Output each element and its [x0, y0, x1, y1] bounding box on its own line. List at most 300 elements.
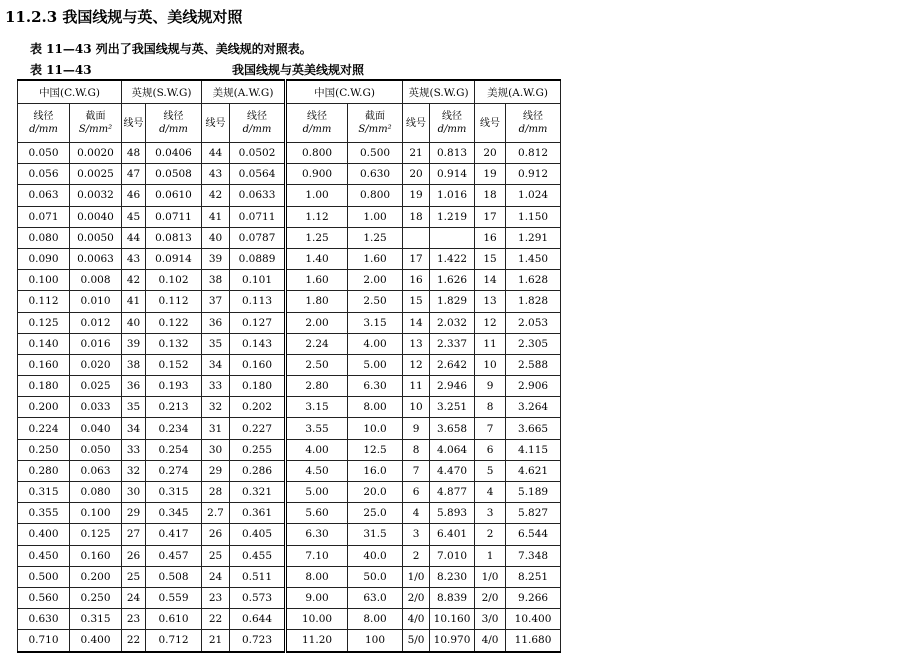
table-row — [18, 418, 561, 439]
header-section-unit: S/mm² — [78, 124, 113, 135]
header-diameter-label: 线径 — [523, 111, 544, 122]
table-cell: 4/0 — [475, 630, 506, 652]
table-cell: 1.828 — [506, 291, 561, 312]
table-cell: 0.286 — [230, 460, 286, 481]
table-cell: 8.839 — [430, 587, 475, 608]
table-cell: 0.0711 — [230, 206, 286, 227]
table-cell: 2.588 — [506, 354, 561, 375]
table-cell: 13 — [475, 291, 506, 312]
table-number: 表 11—43 — [30, 63, 92, 77]
table-cell: 0.193 — [146, 376, 202, 397]
table-cell: 4.115 — [506, 439, 561, 460]
table-cell: 3.15 — [286, 397, 348, 418]
table-cell: 0.200 — [18, 397, 70, 418]
table-row — [18, 439, 561, 460]
table-cell: 2.906 — [506, 376, 561, 397]
table-cell: 6 — [403, 482, 430, 503]
table-cell: 12 — [475, 312, 506, 333]
table-cell: 0.321 — [230, 482, 286, 503]
header-section-label: 截面 — [365, 111, 386, 122]
table-row — [18, 143, 561, 164]
table-cell: 0.813 — [430, 143, 475, 164]
table-cell: 2 — [403, 545, 430, 566]
table-cell: 34 — [202, 354, 230, 375]
table-cell: 1.80 — [286, 291, 348, 312]
header-uk: 英规(S.W.G) — [122, 80, 202, 104]
table-cell: 50.0 — [348, 566, 403, 587]
table-cell: 10.0 — [348, 418, 403, 439]
table-cell: 5.60 — [286, 503, 348, 524]
table-cell: 4.064 — [430, 439, 475, 460]
table-cell: 25.0 — [348, 503, 403, 524]
header-gauge-no: 线号 — [403, 104, 430, 143]
table-cell: 0.559 — [146, 587, 202, 608]
table-cell: 25 — [122, 566, 146, 587]
header-gauge-no: 线号 — [122, 104, 146, 143]
table-cell: 0.0502 — [230, 143, 286, 164]
table-cell: 3/0 — [475, 609, 506, 630]
table-row — [18, 164, 561, 185]
table-cell: 0.255 — [230, 439, 286, 460]
table-row — [18, 566, 561, 587]
header-section-unit: S/mm² — [358, 124, 392, 135]
table-cell: 34 — [122, 418, 146, 439]
table-cell: 37 — [202, 291, 230, 312]
table-cell: 0.254 — [146, 439, 202, 460]
header-diameter — [18, 104, 70, 143]
header-diameter-unit: d/mm — [518, 124, 548, 135]
table-cell: 0.914 — [430, 164, 475, 185]
table-cell: 38 — [122, 354, 146, 375]
table-cell: 0.112 — [146, 291, 202, 312]
table-cell: 22 — [202, 609, 230, 630]
table-cell: 20.0 — [348, 482, 403, 503]
table-cell: 36 — [122, 376, 146, 397]
table-cell: 27 — [122, 524, 146, 545]
table-cell: 0.500 — [348, 143, 403, 164]
table-row — [18, 291, 561, 312]
table-cell: 2.642 — [430, 354, 475, 375]
table-cell: 1.25 — [348, 227, 403, 248]
table-cell: 0.560 — [18, 587, 70, 608]
table-row — [18, 524, 561, 545]
table-cell: 1.024 — [506, 185, 561, 206]
table-cell: 14 — [403, 312, 430, 333]
header-gauge-no: 线号 — [475, 104, 506, 143]
table-cell: 32 — [122, 460, 146, 481]
table-cell: 1.00 — [286, 185, 348, 206]
intro-text: 表 11—43 列出了我国线规与英、美线规的对照表。 — [30, 42, 312, 56]
table-cell: 0.160 — [230, 354, 286, 375]
table-cell: 0.573 — [230, 587, 286, 608]
table-cell: 8 — [403, 439, 430, 460]
table-cell: 0.010 — [70, 291, 122, 312]
table-cell: 0.455 — [230, 545, 286, 566]
table-cell: 38 — [202, 270, 230, 291]
table-cell: 0.0020 — [70, 143, 122, 164]
table-cell: 2.305 — [506, 333, 561, 354]
table-cell: 0.125 — [18, 312, 70, 333]
table-row — [18, 312, 561, 333]
table-body — [18, 143, 561, 652]
table-cell: 40 — [122, 312, 146, 333]
table-cell: 0.0508 — [146, 164, 202, 185]
table-cell: 1.626 — [430, 270, 475, 291]
table-cell: 5.00 — [348, 354, 403, 375]
table-cell: 41 — [122, 291, 146, 312]
table-cell: 3 — [475, 503, 506, 524]
header-china: 中国(C.W.G) — [286, 80, 403, 104]
table-cell: 43 — [122, 248, 146, 269]
header-us: 美规(A.W.G) — [202, 80, 286, 104]
table-cell: 46 — [122, 185, 146, 206]
table-cell: 6.30 — [348, 376, 403, 397]
table-cell: 0.127 — [230, 312, 286, 333]
table-cell: 13 — [403, 333, 430, 354]
table-cell: 33 — [202, 376, 230, 397]
table-cell: 4 — [403, 503, 430, 524]
table-row — [18, 587, 561, 608]
table-cell: 26 — [122, 545, 146, 566]
table-cell: 0.500 — [18, 566, 70, 587]
table-cell: 0.180 — [230, 376, 286, 397]
table-cell: 0.008 — [70, 270, 122, 291]
table-cell: 0.090 — [18, 248, 70, 269]
table-cell: 3 — [403, 524, 430, 545]
table-cell: 0.0564 — [230, 164, 286, 185]
table-cell: 0.202 — [230, 397, 286, 418]
table-cell: 2.946 — [430, 376, 475, 397]
table-cell: 6.401 — [430, 524, 475, 545]
header-diameter — [230, 104, 286, 143]
table-cell: 2.00 — [348, 270, 403, 291]
header-diameter-label: 线径 — [163, 111, 184, 122]
table-cell: 0.071 — [18, 206, 70, 227]
table-cell: 0.112 — [18, 291, 70, 312]
table-cell: 0.200 — [70, 566, 122, 587]
table-cell: 0.250 — [70, 587, 122, 608]
table-cell: 11 — [475, 333, 506, 354]
table-cell: 30 — [202, 439, 230, 460]
table-cell: 12.5 — [348, 439, 403, 460]
table-cell: 0.644 — [230, 609, 286, 630]
table-cell: 2.80 — [286, 376, 348, 397]
table-cell: 1/0 — [475, 566, 506, 587]
table-cell: 0.025 — [70, 376, 122, 397]
table-row — [18, 333, 561, 354]
table-cell: 0.0025 — [70, 164, 122, 185]
table-cell: 6.30 — [286, 524, 348, 545]
table-cell: 0.143 — [230, 333, 286, 354]
table-cell: 2.053 — [506, 312, 561, 333]
table-cell: 1.25 — [286, 227, 348, 248]
table-cell: 17 — [475, 206, 506, 227]
table-cell: 3.264 — [506, 397, 561, 418]
table-cell: 2.337 — [430, 333, 475, 354]
header-china: 中国(C.W.G) — [18, 80, 122, 104]
table-cell: 25 — [202, 545, 230, 566]
table-cell: 0.0633 — [230, 185, 286, 206]
table-cell: 0.080 — [70, 482, 122, 503]
table-cell: 4.621 — [506, 460, 561, 481]
header-diameter-unit: d/mm — [302, 124, 332, 135]
table-cell: 1.60 — [348, 248, 403, 269]
table-cell: 0.417 — [146, 524, 202, 545]
table-cell: 44 — [202, 143, 230, 164]
table-cell: 0.160 — [70, 545, 122, 566]
table-cell: 2.032 — [430, 312, 475, 333]
table-cell: 45 — [122, 206, 146, 227]
table-cell: 0.050 — [70, 439, 122, 460]
table-cell: 2.50 — [286, 354, 348, 375]
table-cell: 0.213 — [146, 397, 202, 418]
table-cell: 0.234 — [146, 418, 202, 439]
table-cell: 16 — [475, 227, 506, 248]
table-cell: 12 — [403, 354, 430, 375]
table-cell: 0.0032 — [70, 185, 122, 206]
table-cell: 0.0914 — [146, 248, 202, 269]
header-uk: 英规(S.W.G) — [403, 80, 475, 104]
table-cell: 3.658 — [430, 418, 475, 439]
table-cell: 6.544 — [506, 524, 561, 545]
table-cell: 0.315 — [70, 609, 122, 630]
table-cell: 11.680 — [506, 630, 561, 652]
table-cell: 17 — [403, 248, 430, 269]
table-cell: 21 — [202, 630, 230, 652]
table-cell: 48 — [122, 143, 146, 164]
table-cell: 10 — [403, 397, 430, 418]
table-cell: 0.033 — [70, 397, 122, 418]
table-cell: 9.00 — [286, 587, 348, 608]
table-row — [18, 206, 561, 227]
table-cell: 2.24 — [286, 333, 348, 354]
header-diameter-unit: d/mm — [159, 124, 188, 135]
table-cell: 1.150 — [506, 206, 561, 227]
section-title: 11.2.3 我国线规与英、美线规对照 — [5, 8, 243, 26]
table-cell: 41 — [202, 206, 230, 227]
table-cell: 47 — [122, 164, 146, 185]
table-cell: 0.0813 — [146, 227, 202, 248]
table-cell: 39 — [202, 248, 230, 269]
table-row — [18, 354, 561, 375]
table-cell: 4.877 — [430, 482, 475, 503]
table-cell: 0.610 — [146, 609, 202, 630]
table-cell: 0.160 — [18, 354, 70, 375]
header-us: 美规(A.W.G) — [475, 80, 561, 104]
table-cell: 4 — [475, 482, 506, 503]
header-diameter-label: 线径 — [442, 111, 463, 122]
header-diameter — [146, 104, 202, 143]
table-cell: 4.50 — [286, 460, 348, 481]
table-cell: 21 — [403, 143, 430, 164]
header-diameter — [286, 104, 348, 143]
table-cell: 1.829 — [430, 291, 475, 312]
table-cell: 0.280 — [18, 460, 70, 481]
table-cell: 1.00 — [348, 206, 403, 227]
table-cell: 0.361 — [230, 503, 286, 524]
table-row — [18, 397, 561, 418]
table-cell: 0.100 — [70, 503, 122, 524]
table-cell: 0.508 — [146, 566, 202, 587]
table-cell: 8.00 — [286, 566, 348, 587]
table-cell: 0.016 — [70, 333, 122, 354]
header-diameter-unit: d/mm — [242, 124, 272, 135]
table-cell: 4/0 — [403, 609, 430, 630]
table-cell: 0.0063 — [70, 248, 122, 269]
table-cell: 0.900 — [286, 164, 348, 185]
table-cell: 36 — [202, 312, 230, 333]
table-cell: 0.0050 — [70, 227, 122, 248]
table-cell: 0.450 — [18, 545, 70, 566]
table-cell: 1.219 — [430, 206, 475, 227]
table-row — [18, 227, 561, 248]
table-cell: 0.812 — [506, 143, 561, 164]
table-cell: 1.12 — [286, 206, 348, 227]
table-cell: 5.827 — [506, 503, 561, 524]
table-cell: 44 — [122, 227, 146, 248]
table-cell: 35 — [122, 397, 146, 418]
table-cell: 0.227 — [230, 418, 286, 439]
table-cell: 24 — [202, 566, 230, 587]
table-cell: 16 — [403, 270, 430, 291]
table-cell: 63.0 — [348, 587, 403, 608]
table-cell: 29 — [202, 460, 230, 481]
table-cell: 23 — [122, 609, 146, 630]
table-cell: 0.102 — [146, 270, 202, 291]
table-row — [18, 630, 561, 652]
table-cell: 8.230 — [430, 566, 475, 587]
table-cell: 20 — [475, 143, 506, 164]
table-cell: 8.00 — [348, 397, 403, 418]
table-cell: 0.250 — [18, 439, 70, 460]
table-cell: 3.55 — [286, 418, 348, 439]
table-cell: 30 — [122, 482, 146, 503]
table-row — [18, 482, 561, 503]
table-cell: 0.315 — [146, 482, 202, 503]
table-cell: 2.50 — [348, 291, 403, 312]
header-diameter-label: 线径 — [247, 111, 268, 122]
table-cell: 40 — [202, 227, 230, 248]
table-row — [18, 609, 561, 630]
table-cell: 0.132 — [146, 333, 202, 354]
table-row — [18, 270, 561, 291]
table-cell: 42 — [202, 185, 230, 206]
table-cell: 31.5 — [348, 524, 403, 545]
header-gauge-no: 线号 — [202, 104, 230, 143]
header-diameter-label: 线径 — [307, 111, 328, 122]
table-cell: 8.251 — [506, 566, 561, 587]
table-cell: 7 — [403, 460, 430, 481]
table-cell: 0.180 — [18, 376, 70, 397]
header-diameter-label: 线径 — [33, 111, 54, 122]
table-cell — [430, 227, 475, 248]
table-cell: 1.628 — [506, 270, 561, 291]
table-cell: 0.712 — [146, 630, 202, 652]
table-cell: 0.800 — [286, 143, 348, 164]
table-cell: 31 — [202, 418, 230, 439]
table-cell: 10.00 — [286, 609, 348, 630]
table-cell: 0.056 — [18, 164, 70, 185]
table-cell: 7 — [475, 418, 506, 439]
table-cell: 0.912 — [506, 164, 561, 185]
table-cell: 5.189 — [506, 482, 561, 503]
table-cell: 0.063 — [18, 185, 70, 206]
table-caption: 我国线规与英美线规对照 — [232, 63, 365, 77]
table-cell: 14 — [475, 270, 506, 291]
table-cell: 7.10 — [286, 545, 348, 566]
table-cell: 5 — [475, 460, 506, 481]
table-cell: 1/0 — [403, 566, 430, 587]
table-cell: 7.010 — [430, 545, 475, 566]
table-cell: 0.405 — [230, 524, 286, 545]
header-diameter — [430, 104, 475, 143]
table-cell: 5.00 — [286, 482, 348, 503]
table-cell: 0.101 — [230, 270, 286, 291]
table-cell: 0.140 — [18, 333, 70, 354]
table-cell: 1.016 — [430, 185, 475, 206]
table-cell: 1.60 — [286, 270, 348, 291]
table-cell: 0.315 — [18, 482, 70, 503]
table-cell: 16.0 — [348, 460, 403, 481]
table-cell: 0.511 — [230, 566, 286, 587]
table-row — [18, 376, 561, 397]
table-cell: 10.400 — [506, 609, 561, 630]
table-cell: 0.080 — [18, 227, 70, 248]
table-cell: 7.348 — [506, 545, 561, 566]
table-cell: 0.274 — [146, 460, 202, 481]
table-cell: 2/0 — [403, 587, 430, 608]
table-cell: 0.050 — [18, 143, 70, 164]
table-cell: 0.0711 — [146, 206, 202, 227]
table-cell: 0.0889 — [230, 248, 286, 269]
table-cell: 5.893 — [430, 503, 475, 524]
table-cell: 0.345 — [146, 503, 202, 524]
table-cell: 0.723 — [230, 630, 286, 652]
table-cell: 9 — [403, 418, 430, 439]
table-row — [18, 248, 561, 269]
table-cell: 20 — [403, 164, 430, 185]
wire-gauge-table — [17, 79, 561, 653]
table-cell: 35 — [202, 333, 230, 354]
table-cell: 9.266 — [506, 587, 561, 608]
table-cell: 10 — [475, 354, 506, 375]
table-cell: 0.630 — [18, 609, 70, 630]
table-cell: 0.012 — [70, 312, 122, 333]
table-cell — [403, 227, 430, 248]
table-cell: 0.224 — [18, 418, 70, 439]
table-cell: 10.160 — [430, 609, 475, 630]
table-cell: 29 — [122, 503, 146, 524]
table-cell: 3.665 — [506, 418, 561, 439]
table-cell: 19 — [475, 164, 506, 185]
table-cell: 2/0 — [475, 587, 506, 608]
table-cell: 0.400 — [70, 630, 122, 652]
table-cell: 43 — [202, 164, 230, 185]
table-cell: 0.400 — [18, 524, 70, 545]
table-cell: 18 — [475, 185, 506, 206]
table-cell: 0.040 — [70, 418, 122, 439]
table-cell: 39 — [122, 333, 146, 354]
header-section-label: 截面 — [85, 111, 106, 122]
table-cell: 0.800 — [348, 185, 403, 206]
table-cell: 0.125 — [70, 524, 122, 545]
table-cell: 11 — [403, 376, 430, 397]
table-cell: 26 — [202, 524, 230, 545]
table-cell: 0.355 — [18, 503, 70, 524]
table-cell: 2.7 — [202, 503, 230, 524]
header-section — [70, 104, 122, 143]
table-cell: 0.710 — [18, 630, 70, 652]
